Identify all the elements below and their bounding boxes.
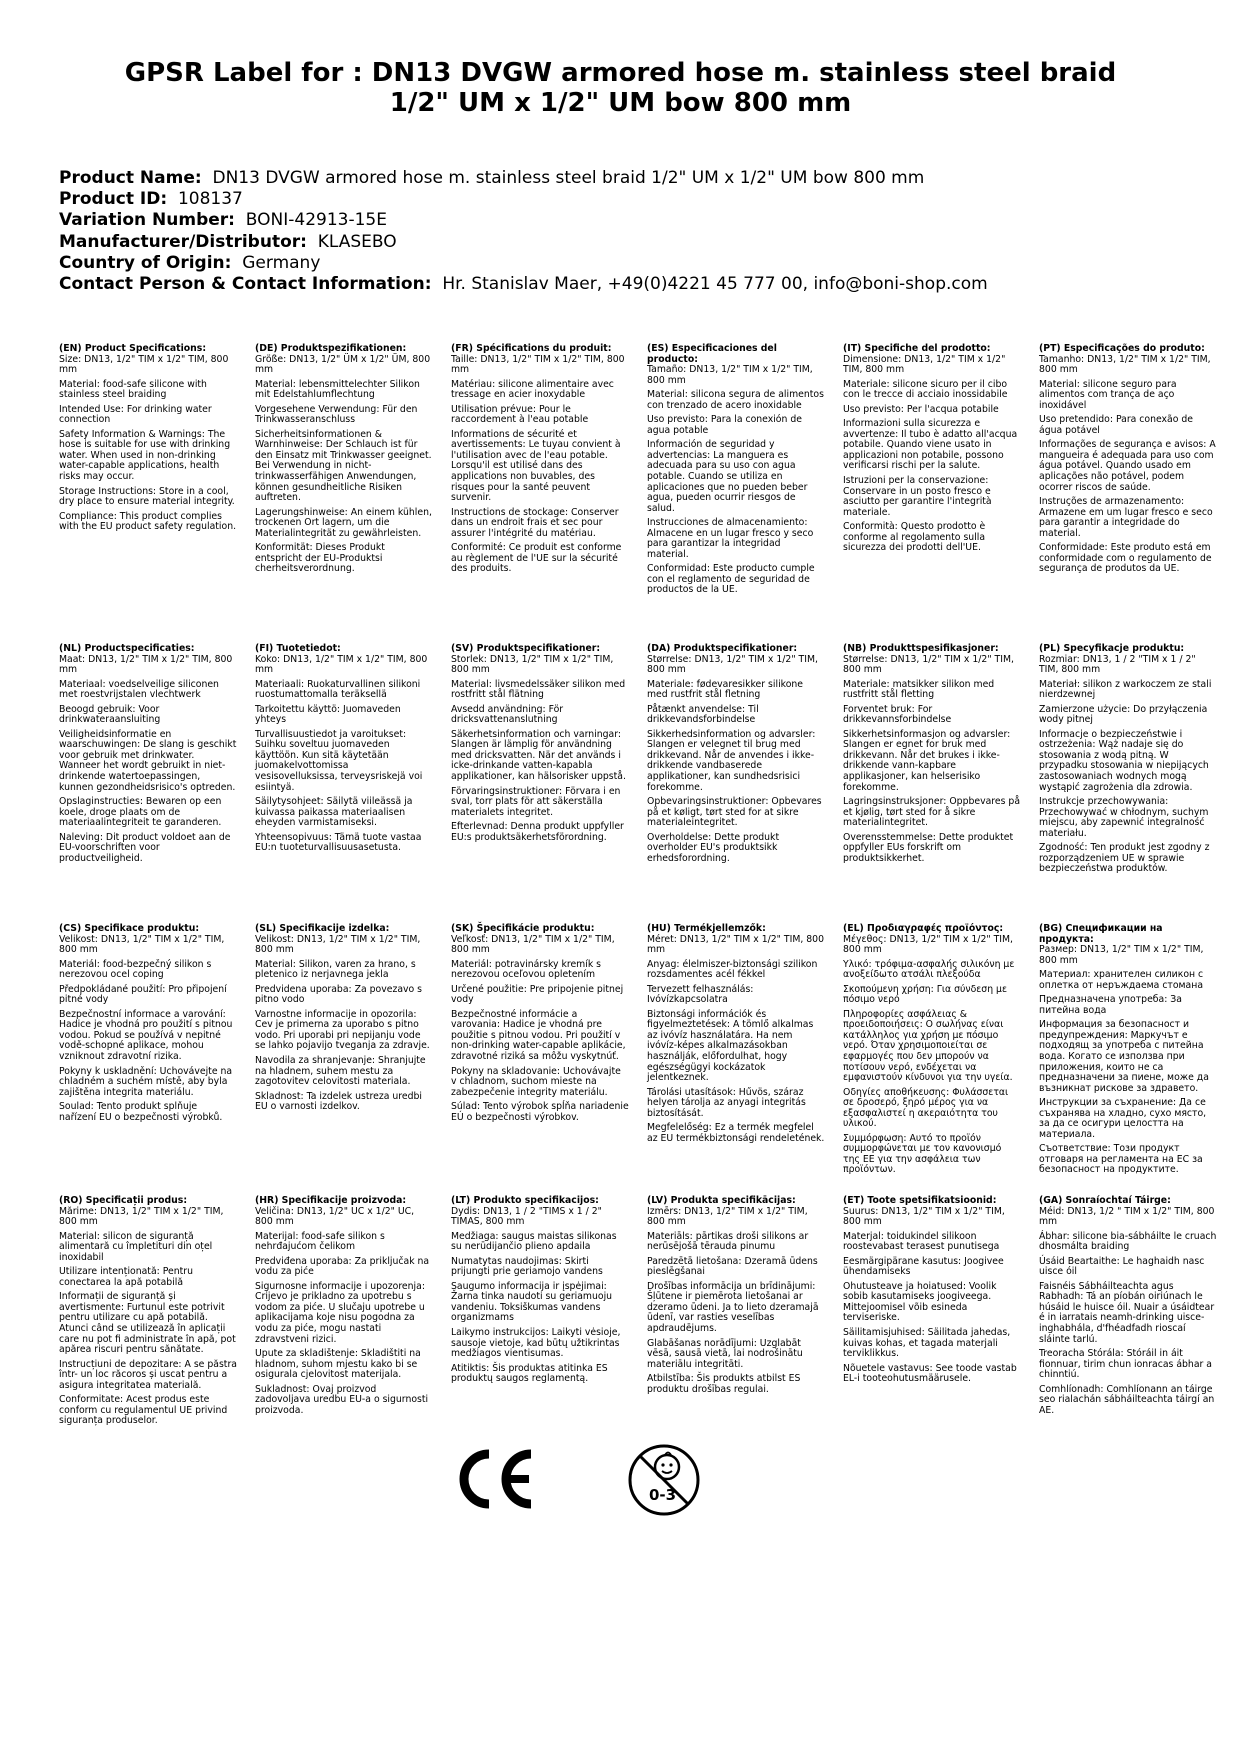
spec-section — [1039, 924, 1217, 1180]
spec-item: Opslaginstructies: Bewaren op een koele, droge plaats om de materiaalintegriteit te garanderen. — [59, 796, 222, 829]
spec-heading: (NB) Produkttspesifikasjoner: — [843, 643, 999, 654]
spec-section — [59, 1196, 237, 1431]
spec-heading: (DE) Produktspezifikationen: — [255, 343, 407, 354]
spec-item: Koko: DN13, 1/2" TIM x 1/2" TIM, 800 mm — [255, 653, 428, 676]
info-value: KLASEBO — [317, 231, 397, 252]
spec-item: Σκοπούμενη χρήση: Για σύνδεση με πόσιμο νερό — [843, 983, 1007, 1006]
spec-heading: (ES) Especificaciones del producto: — [647, 343, 777, 365]
info-value: DN13 DVGW armored hose m. stainless steel braid 1/2" UM x 1/2" UM bow 800 mm — [212, 168, 925, 188]
spec-heading: (SL) Specifikacije izdelka: — [255, 923, 390, 934]
spec-item: Eesmärgipärane kasutus: Joogivee ühendamiseks — [843, 1255, 1004, 1278]
spec-item: Utilizare intenționată: Pentru conectarea la apă potabilă — [59, 1266, 193, 1288]
info-row — [59, 274, 988, 295]
spec-item: Treoracha Stórála: Stóráil in áit fionnuar, tirim chun ionracas ábhar a chinntiú. — [1039, 1348, 1212, 1381]
spec-item: Materiale: matsikker silikon med rustfritt stål fletting — [843, 678, 995, 701]
spec-section — [59, 344, 237, 537]
spec-heading: (GA) Sonraíochtaí Táirge: — [1039, 1195, 1171, 1206]
spec-item: Instrukcje przechowywania: Przechowywać w chłodnym, suchym miejscu, aby zapewnić integralność materiału. — [1039, 796, 1209, 839]
spec-item: Materijal: food-safe silikon s nehrđajućom čelikom — [255, 1230, 385, 1253]
info-value: BONI-42913-15E — [245, 210, 387, 231]
spec-item: Instructions de stockage: Conserver dans un endroit frais et sec pour assurer l'intégrité du matériau. — [451, 506, 619, 539]
spec-item: Conformidad: Este producto cumple con el reglamento de seguridad de productos de la UE. — [647, 563, 815, 596]
spec-item: Predviđena uporaba: Za priključak na vodu za piće — [255, 1255, 430, 1278]
spec-item: Pokyny k uskladnění: Uchovávejte na chladném a suchém místě, aby byla zajištěna integrita materiálu. — [59, 1065, 233, 1098]
info-value: Germany — [242, 252, 321, 273]
spec-item: Izmērs: DN13, 1/2" TIM x 1/2" TIM, 800 mm — [647, 1205, 808, 1228]
spec-section — [451, 1196, 629, 1389]
spec-item: Informations de sécurité et avertissements: Le tuyau convient à l'utilisation avec de l'eau potable. Lorsqu'il est utilisé dans des applications non buvables, des risques pour la santé peuvent survenir. — [451, 428, 621, 504]
title-line-1: GPSR Label for : DN13 DVGW armored hose m. stainless steel braid — [124, 58, 1117, 88]
spec-section — [1039, 644, 1217, 879]
not-for-children-0-3-icon — [627, 1440, 701, 1520]
spec-item: Velikost: DN13, 1/2" TIM x 1/2" TIM, 800 mm — [59, 933, 225, 956]
spec-heading: (HU) Termékjellemzők: — [647, 923, 766, 934]
spec-section — [59, 924, 237, 1127]
spec-item: Material: silicona segura de alimentos con trenzado de acero inoxidable — [647, 389, 824, 411]
spec-item: Glabāšanas norādījumi: Uzglabāt vēsā, sausā vietā, lai nodrošinātu materiālu integritāti. — [647, 1337, 803, 1370]
svg-text:0-3: 0-3 — [649, 1486, 677, 1504]
spec-heading: (LV) Produkta specifikācijas: — [647, 1195, 796, 1206]
spec-item: Informazioni sulla sicurezza e avvertenze: Il tubo è adatto all'acqua potabile. Quando viene usato in applicazioni non potabile, possono verificarsi rischi per la salute. — [843, 418, 1018, 472]
spec-item: Informații de siguranță și avertismente: Furtunul este potrivit pentru utilizare cu apă potabilă. Atunci când se utilizează în aplicații care nu pot fi administrate în apă, pot apărea riscuri pentru sănătate. — [59, 1291, 236, 1356]
spec-item: Размер: DN13, 1/2" TIM x 1/2" TIM, 800 mm — [1039, 944, 1204, 966]
spec-item: Konformität: Dieses Produkt entspricht der EU-Produktsi cherheitsverordnung. — [255, 542, 385, 575]
spec-section — [451, 344, 629, 579]
spec-item: Tervezett felhasználás: Ivóvízkapcsolatra — [647, 983, 754, 1006]
spec-item: Conformidade: Este produto está em conformidade com o regulamento de segurança de produtos da UE. — [1039, 542, 1212, 575]
spec-item: Uso previsto: Para la conexión de agua potable — [647, 414, 802, 436]
spec-item: Предназначена употреба: За питейна вода — [1039, 994, 1182, 1016]
spec-item: Materiaal: voedselveilige siliconen met roestvrijstalen vlechtwerk — [59, 678, 219, 701]
spec-item: Materiale: silicone sicuro per il cibo con le trecce di acciaio inossidabile — [843, 378, 1008, 401]
spec-item: Nõuetele vastavus: See toode vastab EL-i tooteohutusmäärusele. — [843, 1362, 1017, 1385]
spec-item: Материал: хранителен силикон с оплетка от неръждаема стомана — [1039, 969, 1204, 991]
spec-item: Informações de segurança e avisos: A mangueira é adequada para uso com água potável. Quando usado em aplicações não potável, podem ocorrer riscos de saúde. — [1039, 439, 1216, 493]
spec-item: Material: silicone seguro para alimentos com trança de aço inoxidável — [1039, 378, 1177, 411]
info-label: Country of Origin: — [59, 252, 232, 273]
spec-item: Tamaño: DN13, 1/2" TIM x 1/2" TIM, 800 mm — [647, 364, 813, 386]
spec-item: Säilytysohjeet: Säilytä viileässä ja kuivassa paikassa materiaalisen eheyden varmistamiseksi. — [255, 796, 413, 829]
spec-section — [451, 644, 629, 847]
spec-item: Sicherheitsinformationen & Warnhinweise: Der Schlauch ist für den Einsatz mit Trinkwasser geeignet. Bei Verwendung in nicht-trinkwasserfähigen Anwendungen, können gesundheitliche Risiken auftreten. — [255, 428, 432, 504]
info-label: Product Name: — [59, 168, 202, 188]
spec-item: Safety Information & Warnings: The hose is suitable for use with drinking water. When used in non-drinking water-capable applications, health risks may occur. — [59, 428, 231, 483]
spec-item: Paredzētā lietošana: Dzeramā ūdens pieslēgšanai — [647, 1255, 818, 1278]
spec-item: Säkerhetsinformation och varningar: Slangen är lämplig för användning med dricksvatten. När det används i icke-drinkande vatten-kapabla applikationer, kan hälsorisker uppstå. — [451, 728, 626, 783]
spec-section — [1039, 344, 1217, 579]
spec-section — [647, 344, 825, 600]
spec-item: Uso previsto: Per l'acqua potabile — [843, 403, 999, 415]
spec-section — [843, 924, 1021, 1180]
spec-item: Materiál: potravinársky kremík s nerezovou oceľovou opletením — [451, 958, 602, 981]
spec-item: Instrucțiuni de depozitare: A se păstra într- un loc răcoros și uscat pentru a asigura integritatea materială. — [59, 1358, 237, 1391]
spec-item: Instrucciones de almacenamiento: Almacene en un lugar fresco y seco para garantizar la integridad material. — [647, 517, 814, 560]
spec-section — [843, 644, 1021, 868]
spec-heading: (RO) Specificații produs: — [59, 1195, 188, 1206]
spec-item: Úsáid Beartaithe: Le haghaidh nasc uisce óil — [1039, 1255, 1205, 1278]
info-label: Product ID: — [59, 189, 168, 210]
spec-item: Vorgesehene Verwendung: Für den Trinkwasseranschluss — [255, 403, 418, 426]
info-label: Contact Person & Contact Information: — [59, 274, 432, 295]
spec-heading: (EN) Product Specifications: — [59, 343, 207, 354]
spec-item: Biztonsági információk és figyelmeztetések: A tömlő alkalmas az ivóvíz használatára. Ha nem ivóvíz-képes alkalmazásokban használják, előfordulhat, hogy egészségügyi kockázatok jelentkeznek. — [647, 1008, 814, 1084]
spec-item: Ábhar: silicone bia-sábháilte le cruach dhosmálta braiding — [1039, 1230, 1217, 1253]
spec-item: Sigurnosne informacije i upozorenja: Crijevo je prikladno za upotrebu s vodom za piće. U slučaju upotrebe u aplikacijama koje nisu pogodna za vodu za piće, mogu nastati zdravstveni rizici. — [255, 1280, 425, 1345]
spec-item: Conformitate: Acest produs este conform cu regulamentul UE privind siguranța produselor. — [59, 1394, 228, 1427]
spec-item: Lagerungshinweise: An einem kühlen, trockenen Ort lagern, um die Materialintegrität zu gewährleisten. — [255, 506, 432, 539]
spec-item: Naleving: Dit product voldoet aan de EU-voorschriften voor productveiligheid. — [59, 831, 231, 864]
spec-item: Størrelse: DN13, 1/2" TIM x 1/2" TIM, 800 mm — [843, 653, 1014, 676]
spec-heading: (ET) Toote spetsifikatsioonid: — [843, 1195, 997, 1206]
spec-item: Matériau: silicone alimentaire avec tressage en acier inoxydable — [451, 378, 614, 401]
spec-item: Taille: DN13, 1/2" TIM x 1/2" TIM, 800 mm — [451, 353, 625, 376]
info-label: Variation Number: — [59, 210, 235, 231]
spec-heading: (DA) Produktspecifikationer: — [647, 643, 798, 654]
info-row — [59, 168, 988, 189]
spec-item: Rozmiar: DN13, 1 / 2 "TIM x 1 / 2" TIM, 800 mm — [1039, 653, 1196, 676]
spec-item: Méid: DN13, 1/2 " TIM x 1/2" TIM, 800 mm — [1039, 1205, 1215, 1228]
info-value: 108137 — [177, 189, 243, 210]
spec-item: Velikost: DN13, 1/2" TIM x 1/2" TIM, 800 mm — [255, 933, 421, 956]
spec-item: Atbilstība: Šis produkts atbilst ES produktu drošības regulai. — [647, 1373, 801, 1395]
spec-item: Veiligheidsinformatie en waarschuwingen: De slang is geschikt voor gebruik met drinkwater. Wanneer het wordt gebruikt in niet-drinkende watertoepassingen, kunnen gezondheidsrisico's optreden. — [59, 728, 237, 793]
spec-item: Soulad: Tento produkt splňuje nařízení EU o bezpečnosti výrobků. — [59, 1101, 223, 1123]
spec-heading: (LT) Produkto specifikacijos: — [451, 1195, 599, 1206]
spec-section — [647, 644, 825, 868]
spec-item: Informacje o bezpieczeństwie i ostrzeżenia: Wąż nadaje się do stosowania z wodą pitną. W przypadku stosowania w niepijących zastosowaniach wodnych mogą wystąpić zagrożenia dla zdrowia. — [1039, 728, 1209, 793]
spec-item: Zamierzone użycie: Do przyłączenia wody pitnej — [1039, 703, 1208, 726]
spec-item: Material: lebensmittelechter Silikon mit Edelstahlumflechtung — [255, 378, 420, 401]
spec-item: Size: DN13, 1/2" TIM x 1/2" TIM, 800 mm — [59, 353, 229, 376]
spec-item: Conformité: Ce produit est conforme au règlement de l'UE sur la sécurité des produits. — [451, 542, 622, 575]
spec-item: Υλικό: τρόφιμα-ασφαλής σιλικόνη με ανοξείδωτο ατσάλι πλεξούδα — [843, 958, 1015, 981]
spec-item: Storlek: DN13, 1/2" TIM x 1/2" TIM, 800 mm — [451, 653, 614, 676]
spec-item: Anyag: élelmiszer-biztonsági szilikon rozsdamentes acél fékkel — [647, 958, 818, 981]
spec-item: Dydis: DN13, 1 / 2 "TIMS x 1 / 2" TIMAS, 800 mm — [451, 1205, 602, 1228]
spec-item: Turvallisuustiedot ja varoitukset: Suihku soveltuu juomaveden käyttöön. Kun sitä käytetään juomakelvottomissa vesisovelluksissa, terveysriskejä voi esiintyä. — [255, 728, 423, 793]
spec-item: Tárolási utasítások: Hűvös, száraz helyen tárolja az anyagi integritás biztosítását. — [647, 1086, 806, 1119]
spec-item: Předpokládané použití: Pro připojení pitné vody — [59, 983, 227, 1006]
spec-item: Compliance: This product complies with the EU product safety regulation. — [59, 510, 237, 533]
spec-item: Veličina: DN13, 1/2" UC x 1/2" UC, 800 mm — [255, 1205, 415, 1228]
spec-item: Størrelse: DN13, 1/2" TIM x 1/2" TIM, 800 mm — [647, 653, 818, 676]
spec-item: Comhlíonadh: Comhlíonann an táirge seo rialachán sábháilteachta táirgí an AE. — [1039, 1383, 1215, 1416]
info-label: Manufacturer/Distributor: — [59, 231, 307, 252]
spec-item: Съответствие: Този продукт отговаря на регламента на ЕС за безопасност на продуктите. — [1039, 1143, 1203, 1176]
spec-section — [843, 1196, 1021, 1389]
spec-item: Skladnost: Ta izdelek ustreza uredbi EU o varnosti izdelkov. — [255, 1090, 423, 1113]
spec-item: Storage Instructions: Store in a cool, dry place to ensure material integrity. — [59, 485, 235, 508]
spec-item: Overensstemmelse: Dette produktet oppfyller EUs forskrift om produktsikkerhet. — [843, 831, 1014, 864]
spec-item: Upute za skladištenje: Skladištiti na hladnom, suhom mjestu kako bi se osigurala cjelovitost materijala. — [255, 1348, 421, 1381]
spec-section — [255, 644, 433, 858]
spec-item: Méret: DN13, 1/2" TIM x 1/2" TIM, 800 mm — [647, 933, 825, 956]
spec-item: Инструкции за съхранение: Да се съхранява на хладно, сухо място, за да се осигури целостта на материала. — [1039, 1097, 1207, 1140]
spec-item: Yhteensopivuus: Tämä tuote vastaa EU:n tuoteturvallisuusasetusta. — [255, 831, 422, 854]
spec-section — [647, 924, 825, 1148]
spec-item: Materiāls: pārtikas droši silikons ar nerūsējošā tērauda pinumu — [647, 1230, 809, 1253]
spec-item: Súlad: Tento výrobok spĺňa nariadenie EÚ o bezpečnosti výrobkov. — [451, 1101, 629, 1123]
spec-item: Materiál: food-bezpečný silikon s nerezovou ocel coping — [59, 958, 212, 981]
spec-heading: (FR) Spécifications du produit: — [451, 343, 612, 354]
spec-item: Istruzioni per la conservazione: Conservare in un posto fresco e asciutto per garantire l'integrità materiale. — [843, 475, 992, 518]
spec-item: Predvidena uporaba: Za povezavo s pitno vodo — [255, 983, 423, 1006]
spec-section — [255, 1196, 433, 1420]
spec-item: Material: silicon de siguranță alimentară cu împletituri din oțel inoxidabil — [59, 1230, 213, 1263]
spec-item: Sukladnost: Ovaj proizvod zadovoljava uredbu EU-a o sigurnosti proizvoda. — [255, 1383, 429, 1416]
spec-item: Opbevaringsinstruktioner: Opbevares på et køligt, tørt sted for at sikre materialeintegritet. — [647, 796, 822, 829]
spec-heading: (SK) Špecifikácie produktu: — [451, 923, 595, 934]
spec-item: Material: livsmedelssäker silikon med rostfritt stål flätning — [451, 678, 626, 701]
spec-section — [59, 644, 237, 868]
spec-section — [843, 344, 1021, 558]
spec-item: Pokyny na skladovanie: Uchovávajte v chladnom, suchom mieste na zabezpečenie integrity materiálu. — [451, 1065, 621, 1098]
spec-item: Overholdelse: Dette produkt overholder EU's produktsikk erhedsforordning. — [647, 831, 780, 864]
spec-item: Lagringsinstruksjoner: Oppbevares på et kjølig, tørt sted for å sikre materialintegritet. — [843, 796, 1021, 829]
spec-item: Utilisation prévue: Pour le raccordement à l'eau potable — [451, 403, 589, 426]
spec-heading: (IT) Specifiche del prodotto: — [843, 343, 991, 354]
spec-item: Πληροφορίες ασφάλειας & προειδοποιήσεις: Ο σωλήνας είναι κατάλληλος για χρήση με πόσιμο νερό. Όταν χρησιμοποιείται σε εφαρμογές που δεν μπορούν να ποτίσουν νερό, ενδέχεται να εμφανιστούν κίνδυνοι για την υγεία. — [843, 1008, 1013, 1084]
spec-heading: (PL) Specyfikacje produktu: — [1039, 643, 1185, 654]
spec-section — [1039, 1196, 1217, 1420]
spec-item: Faisnéis Sábháilteachta agus Rabhadh: Tá an píobán oiriúnach le húsáid le huisce óil. Nuair a úsáidtear é in iarratais neamh-drinking uisce-inghabhála, d'fhéadfadh rioscaí sláinte tarlú. — [1039, 1280, 1215, 1345]
spec-item: Förvaringsinstruktioner: Förvara i en sval, torr plats för att säkerställa materialets integritet. — [451, 785, 621, 818]
spec-item: Maat: DN13, 1/2" TIM x 1/2" TIM, 800 mm — [59, 653, 233, 676]
spec-item: Materiaali: Ruokaturvallinen silikoni ruostumattomalla teräksellä — [255, 678, 421, 701]
spec-item: Bezpečnostní informace a varování: Hadice je vhodná pro použití s pitnou vodou. Pokud se používá v nepitné vodě-schopné aplikace, mohou vzniknout zdravotní rizika. — [59, 1008, 233, 1063]
spec-item: Atitiktis: Šis produktas atitinka ES produktų saugos reglamentą. — [451, 1362, 608, 1385]
spec-item: Instruções de armazenamento: Armazene em um lugar fresco e seco para garantir a integridade do material. — [1039, 496, 1213, 539]
spec-item: Navodila za shranjevanje: Shranjujte na hladnem, suhem mestu za zagotovitev celovitosti materiala. — [255, 1055, 426, 1088]
spec-item: Suurus: DN13, 1/2" TIM x 1/2" TIM, 800 mm — [843, 1205, 1005, 1228]
spec-item: Påtænkt anvendelse: Til drikkevandsforbindelse — [647, 703, 759, 726]
spec-item: Saugumo informacija ir įspėjimai: Žarna tinka naudoti su geriamuoju vandeniu. Toksiškumas vandens organizmams — [451, 1280, 613, 1324]
spec-item: Säilitamisjuhised: Säilitada jahedas, kuivas kohas, et tagada materjali terviklikkus. — [843, 1327, 1011, 1360]
spec-section — [647, 1196, 825, 1399]
spec-item: Avsedd användning: För dricksvattenanslutning — [451, 703, 564, 726]
info-value: Hr. Stanislav Maer, +49(0)4221 45 777 00, info@boni-shop.com — [442, 274, 988, 295]
spec-item: Numatytas naudojimas: Skirti prijungti prie geriamojo vandens — [451, 1255, 603, 1278]
spec-item: Material: food-safe silicone with stainless steel braiding — [59, 378, 207, 401]
spec-item: Conformità: Questo prodotto è conforme al regolamento sulla sicurezza dei prodotti dell'UE. — [843, 521, 986, 554]
spec-item: Bezpečnostné informácie a varovania: Hadice je vhodná pre použitie s pitnou vodou. Pri použití v non-drinking water-capable aplikácie, zdravotné riziká sa môžu vyskytnúť. — [451, 1008, 626, 1063]
spec-item: Materiał: silikon z warkoczem ze stali nierdzewnej — [1039, 678, 1212, 701]
spec-item: Veľkosť: DN13, 1/2" TIM x 1/2" TIM, 800 mm — [451, 933, 615, 956]
spec-heading: (NL) Productspecificaties: — [59, 643, 195, 654]
spec-item: Información de seguridad y advertencias: La manguera es adecuada para su uso con agua potable. Cuando se utiliza en aplicaciones que no pueden beber agua, pueden ocurrir riesgos de salud. — [647, 439, 808, 514]
spec-section — [255, 924, 433, 1117]
spec-item: Určené použitie: Pre pripojenie pitnej vody — [451, 983, 624, 1006]
spec-section — [451, 924, 629, 1127]
spec-item: Dimensione: DN13, 1/2" TIM x 1/2" TIM, 800 mm — [843, 353, 1006, 376]
spec-item: Megfelelőség: Ez a termék megfelel az EU termékbiztonsági rendeletének. — [647, 1122, 825, 1144]
spec-heading: (EL) Προδιαγραφές προϊόντος: — [843, 923, 1004, 934]
spec-item: Material: Silikon, varen za hrano, s pletenico iz nerjavnega jekla — [255, 958, 416, 981]
spec-item: Forventet bruk: For drikkevannsforbindelse — [843, 703, 952, 726]
spec-item: Ohutusteave ja hoiatused: Voolik sobib kasutamiseks joogiveega. Mittejoomisel võib esineda terviseriske. — [843, 1280, 997, 1324]
spec-item: Μέγεθος: DN13, 1/2" TIM x 1/2" TIM, 800 mm — [843, 933, 1013, 956]
spec-item: Laikymo instrukcijos: Laikyti vėsioje, sausoje vietoje, kad būtų užtikrintas medžiagos vientisumas. — [451, 1327, 621, 1360]
spec-item: Varnostne informacije in opozorila: Cev je primerna za uporabo s pitno vodo. Pri uporabi pri nepijanju vode se lahko pojavijo tveganja za zdravje. — [255, 1008, 430, 1052]
info-row — [59, 210, 988, 231]
spec-item: Tamanho: DN13, 1/2" TIM x 1/2" TIM, 800 mm — [1039, 353, 1211, 376]
info-row — [59, 253, 988, 274]
spec-item: Zgodność: Ten produkt jest zgodny z rozporządzeniem UE w sprawie bezpieczeństwa produktów. — [1039, 842, 1210, 875]
spec-item: Größe: DN13, 1/2" ÜM x 1/2" ÜM, 800 mm — [255, 353, 431, 376]
spec-heading: (BG) Спецификации на продукта: — [1039, 923, 1163, 945]
spec-item: Uso pretendido: Para conexão de água potável — [1039, 414, 1194, 436]
spec-section — [255, 344, 433, 579]
spec-item: Информация за безопасност и предупреждения: Маркучът е подходящ за употреба с питейна вода. Когато се използва при приложения, които не са предназначени за пиене, може да възникнат рискове за здравето. — [1039, 1019, 1209, 1094]
spec-heading: (CS) Specifikace produktu: — [59, 923, 200, 934]
spec-heading: (FI) Tuotetiedot: — [255, 643, 341, 654]
spec-item: Beoogd gebruik: Voor drinkwateraansluiting — [59, 703, 161, 726]
spec-item: Οδηγίες αποθήκευσης: Φυλάσσεται σε δροσερό, ξηρό μέρος για να εξασφαλιστεί η ακεραιότητα του υλικού. — [843, 1086, 1009, 1130]
info-row — [59, 189, 988, 210]
spec-item: Materiale: fødevaresikker silikone med rustfrit stål fletning — [647, 678, 803, 701]
product-info — [59, 168, 988, 295]
marks-row — [0, 1448, 1241, 1558]
spec-item: Materjal: toidukindel silikoon roostevabast terasest punutisega — [843, 1230, 1000, 1253]
spec-heading: (PT) Especificações do produto: — [1039, 343, 1205, 354]
spec-heading: (HR) Specifikacije proizvoda: — [255, 1195, 407, 1206]
spec-item: Drošības informācija un brīdinājumi: Šļūtene ir piemērota lietošanai ar dzeramo ūdeni. Ja to lieto dzeramajā ūdenī, var rasties veselības apdraudējums. — [647, 1280, 819, 1335]
spec-item: Mărime: DN13, 1/2" TIM x 1/2" TIM, 800 mm — [59, 1205, 224, 1228]
spec-item: Συμμόρφωση: Αυτό το προϊόν συμμορφώνεται με τον κανονισμό της ΕΕ για την ασφάλεια των προϊόντων. — [843, 1132, 1002, 1176]
info-row — [59, 232, 988, 253]
spec-item: Sikkerhetsinformasjon og advarsler: Slangen er egnet for bruk med drikkevann. Når det brukes i ikke-drikkende vann-kapbare applikasjoner, kan helserisiko forekomme. — [843, 728, 1011, 793]
page-title — [0, 58, 1241, 118]
spec-item: Tarkoitettu käyttö: Juomaveden yhteys — [255, 703, 401, 726]
spec-heading: (SV) Produktspecifikationer: — [451, 643, 601, 654]
title-line-2: 1/2" UM x 1/2" UM bow 800 mm — [389, 88, 852, 118]
spec-item: Medžiaga: saugus maistas silikonas su nerūdijančio plieno apdaila — [451, 1230, 617, 1253]
ce-mark-icon — [455, 1448, 537, 1510]
spec-item: Intended Use: For drinking water connection — [59, 403, 212, 426]
spec-item: Sikkerhedsinformation og advarsler: Slangen er velegnet til brug med drikkevand. Når de anvendes i ikke-drikkende vandbaserede applikationer, kan sundhedsrisici forekomme. — [647, 728, 816, 793]
spec-item: Efterlevnad: Denna produkt uppfyller EU:s produktsäkerhetsförordning. — [451, 821, 624, 843]
